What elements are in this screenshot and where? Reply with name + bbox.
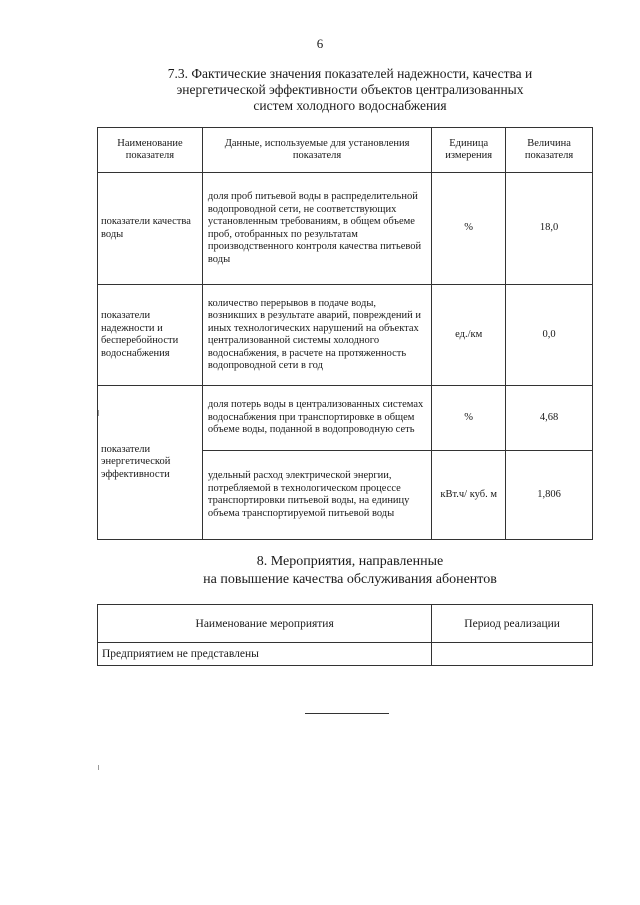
- table-row: [98, 173, 593, 285]
- section-8-title: [100, 553, 600, 589]
- table-row: [98, 643, 593, 666]
- indicator-unit: ед./км: [432, 285, 506, 386]
- indicators-header-row: [98, 128, 593, 173]
- indicator-unit: %: [432, 173, 506, 285]
- measures-table: [97, 604, 593, 666]
- header-period: Период реализации: [432, 605, 593, 643]
- table-row: [98, 285, 593, 386]
- section-7-3-title: [100, 66, 600, 114]
- indicator-unit: кВт.ч/ куб. м: [432, 451, 506, 540]
- section-7-3-title-line: энергетической эффективности объектов централизованных: [176, 82, 524, 97]
- section-8-title-line: 8. Мероприятия, направленные: [256, 554, 444, 569]
- indicator-value: 4,68: [506, 386, 593, 451]
- measure-name: Предприятием не представлены: [98, 643, 432, 666]
- table-row: [98, 386, 593, 451]
- header-unit: Единица измерения: [432, 128, 506, 173]
- section-8-title-line: на повышение качества обслуживания абонентов: [203, 572, 497, 587]
- header-indicator-data: Данные, используемые для установления показателя: [202, 128, 431, 173]
- header-value: Величина показателя: [506, 128, 593, 173]
- indicator-description: доля потерь воды в централизованных системах водоснабжения при транспортировке в общем объеме воды, поданной в водопроводную сеть: [202, 386, 431, 451]
- indicator-unit: %: [432, 386, 506, 451]
- section-7-3-title-line: систем холодного водоснабжения: [253, 98, 447, 113]
- indicator-description: доля проб питьевой воды в распределительной водопроводной сети, не соответствующих установленным требованиям, в общем объеме проб, отобранных по результатам производственного контроля качества питьевой воды: [202, 173, 431, 285]
- indicator-description: количество перерывов в подаче воды, возникших в результате аварий, повреждений и иных технологических нарушений на объектах централизованной системы холодного водоснабжения, в расчете на протяженность водопроводной сети в год: [202, 285, 431, 386]
- indicator-value: 18,0: [506, 173, 593, 285]
- measure-period: [432, 643, 593, 666]
- indicator-group-name: показатели надежности и бесперебойности водоснабжения: [98, 285, 203, 386]
- indicators-table: [97, 127, 593, 540]
- page-number: 6: [316, 36, 324, 51]
- indicator-group-name: показатели качества воды: [98, 173, 203, 285]
- scan-artifact: [98, 410, 99, 416]
- indicator-value: 1,806: [506, 451, 593, 540]
- measures-header-row: [98, 605, 593, 643]
- section-7-3-title-line: 7.3. Фактические значения показателей надежности, качества и: [167, 66, 533, 81]
- header-indicator-name: Наименование показателя: [98, 128, 203, 173]
- indicator-value: 0,0: [506, 285, 593, 386]
- indicator-group-name: показатели энергетической эффективности: [98, 386, 203, 540]
- header-measure-name: Наименование мероприятия: [98, 605, 432, 643]
- indicator-description: удельный расход электрической энергии, потребляемой в технологическом процессе транспортировки питьевой воды, на единицу объема транспортируемой питьевой воды: [202, 451, 431, 540]
- end-of-document-rule: [305, 713, 389, 714]
- scan-artifact: [98, 765, 99, 770]
